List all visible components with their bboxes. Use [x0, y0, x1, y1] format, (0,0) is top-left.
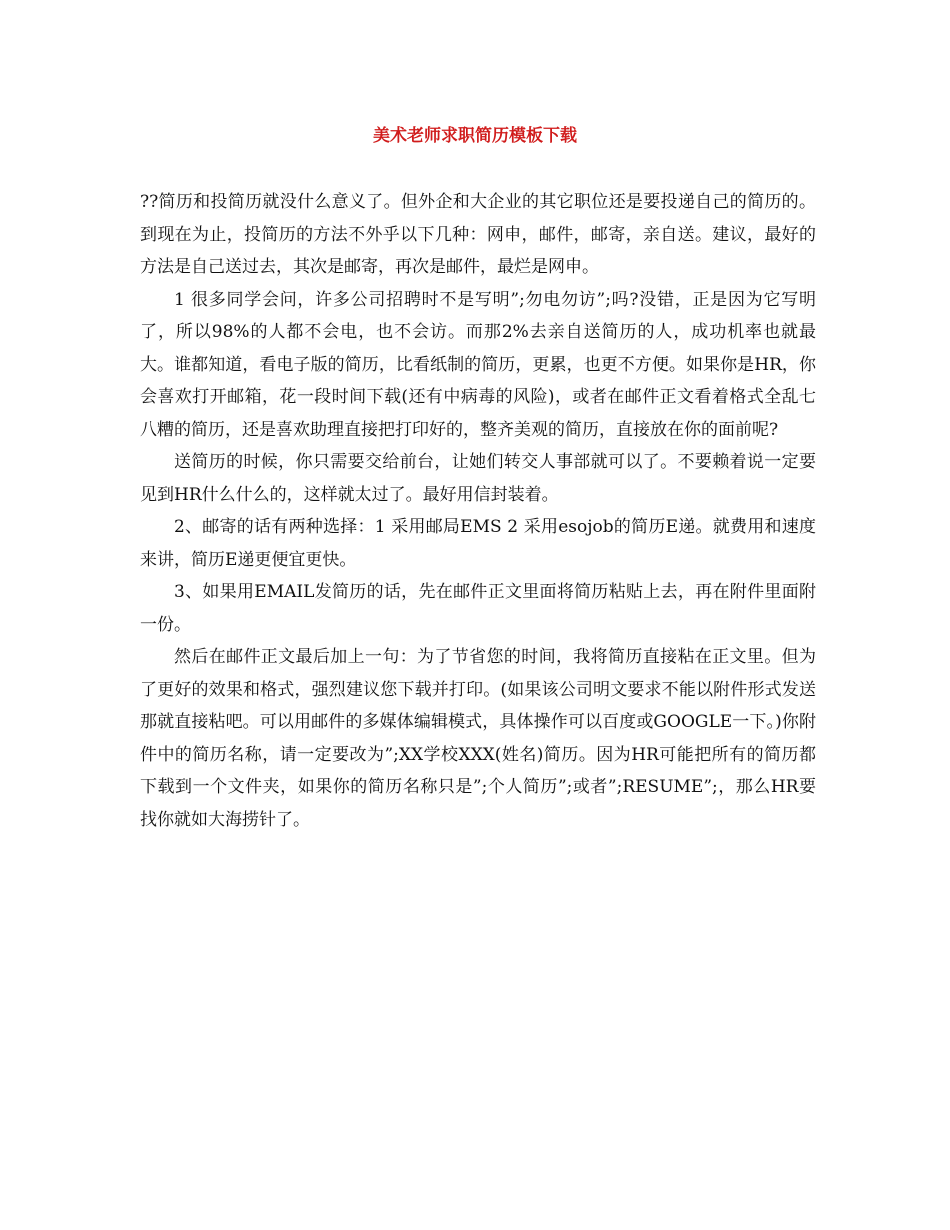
paragraph-delivery: 送简历的时候，你只需要交给前台，让她们转交人事部就可以了。不要赖着说一定要见到HR什么什么的，这样就太过了。最好用信封装着。 — [140, 452, 816, 505]
paragraph-intro: ??简历和投简历就没什么意义了。但外企和大企业的其它职位还是要投递自己的简历的。到现在为止，投简历的方法不外乎以下几种：网申，邮件，邮寄，亲自送。建议，最好的方法是自己送过去，其次是邮寄，再次是邮件，最烂是网申。 — [140, 192, 816, 277]
paragraph-point-1: 1 很多同学会问，许多公司招聘时不是写明”;勿电勿访”;吗?没错，正是因为它写明了，所以98%的人都不会电，也不会访。而那2%去亲自送简历的人，成功机率也就最大。谁都知道，看电子版的简历，比看纸制的简历，更累，也更不方便。如果你是HR，你会喜欢打开邮箱，花一段时间下载(还有中病毒的风险)，或者在邮件正文看着格式全乱七八糟的简历，还是喜欢助理直接把打印好的，整齐美观的简历，直接放在你的面前呢? — [140, 289, 816, 440]
paragraph-point-3: 3、如果用EMAIL发简历的话，先在邮件正文里面将简历粘贴上去，再在附件里面附一份。 — [140, 582, 816, 635]
document-body — [140, 186, 816, 836]
paragraph-closing: 然后在邮件正文最后加上一句：为了节省您的时间，我将简历直接粘在正文里。但为了更好的效果和格式，强烈建议您下载并打印。(如果该公司明文要求不能以附件形式发送那就直接粘吧。可以用邮件的多媒体编辑模式，具体操作可以百度或GOOGLE一下。)你附件中的简历名称，请一定要改为”;XX学校XXX(姓名)简历。因为HR可能把所有的简历都下载到一个文件夹，如果你的简历名称只是”;个人简历”;或者”;RESUME”;，那么HR要找你就如大海捞针了。 — [140, 647, 816, 830]
document-title: 美术老师求职简历模板下载 — [373, 126, 577, 146]
paragraph-point-2: 2、邮寄的话有两种选择：1 采用邮局EMS 2 采用esojob的简历E递。就费用和速度来讲，简历E递更便宜更快。 — [140, 517, 816, 570]
